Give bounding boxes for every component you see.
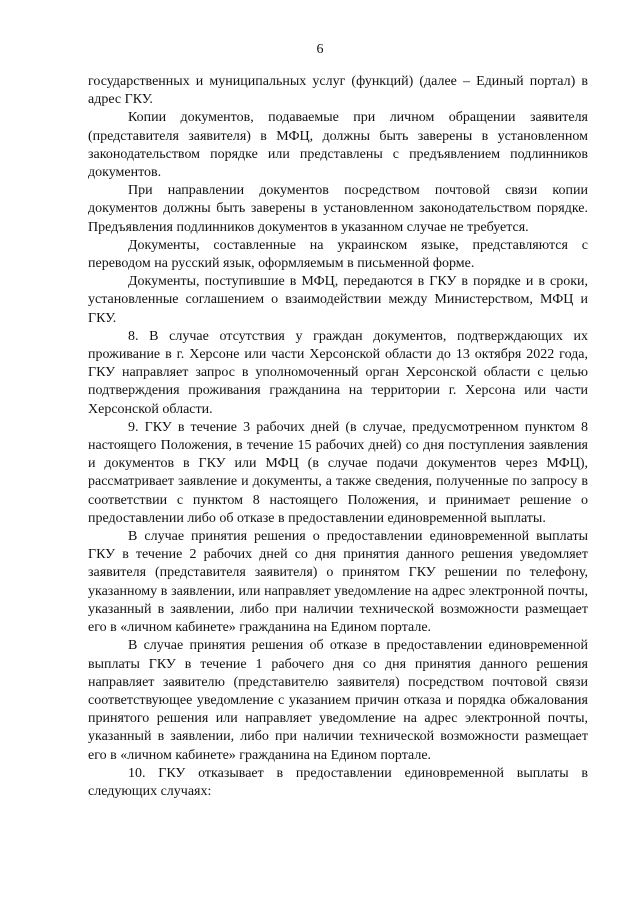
paragraph-refusal-decision: В случае принятия решения об отказе в предоставлении единовременной выплаты ГКУ в течение 1 рабочего дня со дня принятия данного решения направляет заявителю (представителю заявителя) посредством почтовой связи соответствующее уведомление с указанием причин отказа и порядка обжалования принятого решения или направляет уведомление на адрес электронной почты, указанный в заявлении, либо при наличии технической возможности размещает его в «личном кабинете» гражданина на Едином портале. (88, 638, 588, 763)
document-body (88, 73, 588, 801)
paragraph-item-9: 9. ГКУ в течение 3 рабочих дней (в случае, предусмотренном пунктом 8 настоящего Положения, в течение 15 рабочих дней) со дня поступления заявления и документов в ГКУ или МФЦ (в случае подачи документов через МФЦ), рассматривает заявление и документы, а также сведения, полученные по запросу в соответствии с пунктом 8 настоящего Положения, и принимает решение о предоставлении либо об отказе в предоставлении единовременной выплаты. (88, 419, 588, 526)
paragraph-positive-decision: В случае принятия решения о предоставлении единовременной выплаты ГКУ в течение 2 рабочих дней со дня принятия данного решения уведомляет заявителя (представителя заявителя) о принятом ГКУ решении по телефону, указанному в заявлении, или направляет уведомление на адрес электронной почты, указанный в заявлении, либо при наличии технической возможности размещает его в «личном кабинете» гражданина на Едином портале. (88, 529, 588, 636)
paragraph-continuation: государственных и муниципальных услуг (функций) (далее – Единый портал) в адрес ГКУ. (88, 74, 588, 108)
paragraph-mfc-transfer: Документы, поступившие в МФЦ, передаются в ГКУ в порядке и в сроки, установленные соглашением о взаимодействии между Министерством, МФЦ и ГКУ. (88, 274, 588, 326)
paragraph-postal-copies: При направлении документов посредством почтовой связи копии документов должны быть заверены в установленном законодательством порядке. Предъявления подлинников документов в указанном случае не требуется. (88, 183, 588, 235)
paragraph-item-8: 8. В случае отсутствия у граждан документов, подтверждающих их проживание в г. Херсоне или части Херсонской области до 13 октября 2022 года, ГКУ направляет запрос в уполномоченный орган Херсонской области с целью подтверждения проживания гражданина на территории г. Херсона или части Херсонской области. (88, 328, 588, 417)
paragraph-item-10: 10. ГКУ отказывает в предоставлении единовременной выплаты в следующих случаях: (88, 765, 588, 799)
page-number: 6 (316, 42, 324, 57)
paragraph-ukrainian-documents: Документы, составленные на украинском языке, представляются с переводом на русский язык, оформляемым в письменной форме. (88, 237, 588, 272)
paragraph-copies-mfc: Копии документов, подаваемые при личном обращении заявителя (представителя заявителя) в МФЦ, должны быть заверены в установленном законодательством порядке или представлены с предъявлением подлинников документов. (88, 110, 588, 181)
